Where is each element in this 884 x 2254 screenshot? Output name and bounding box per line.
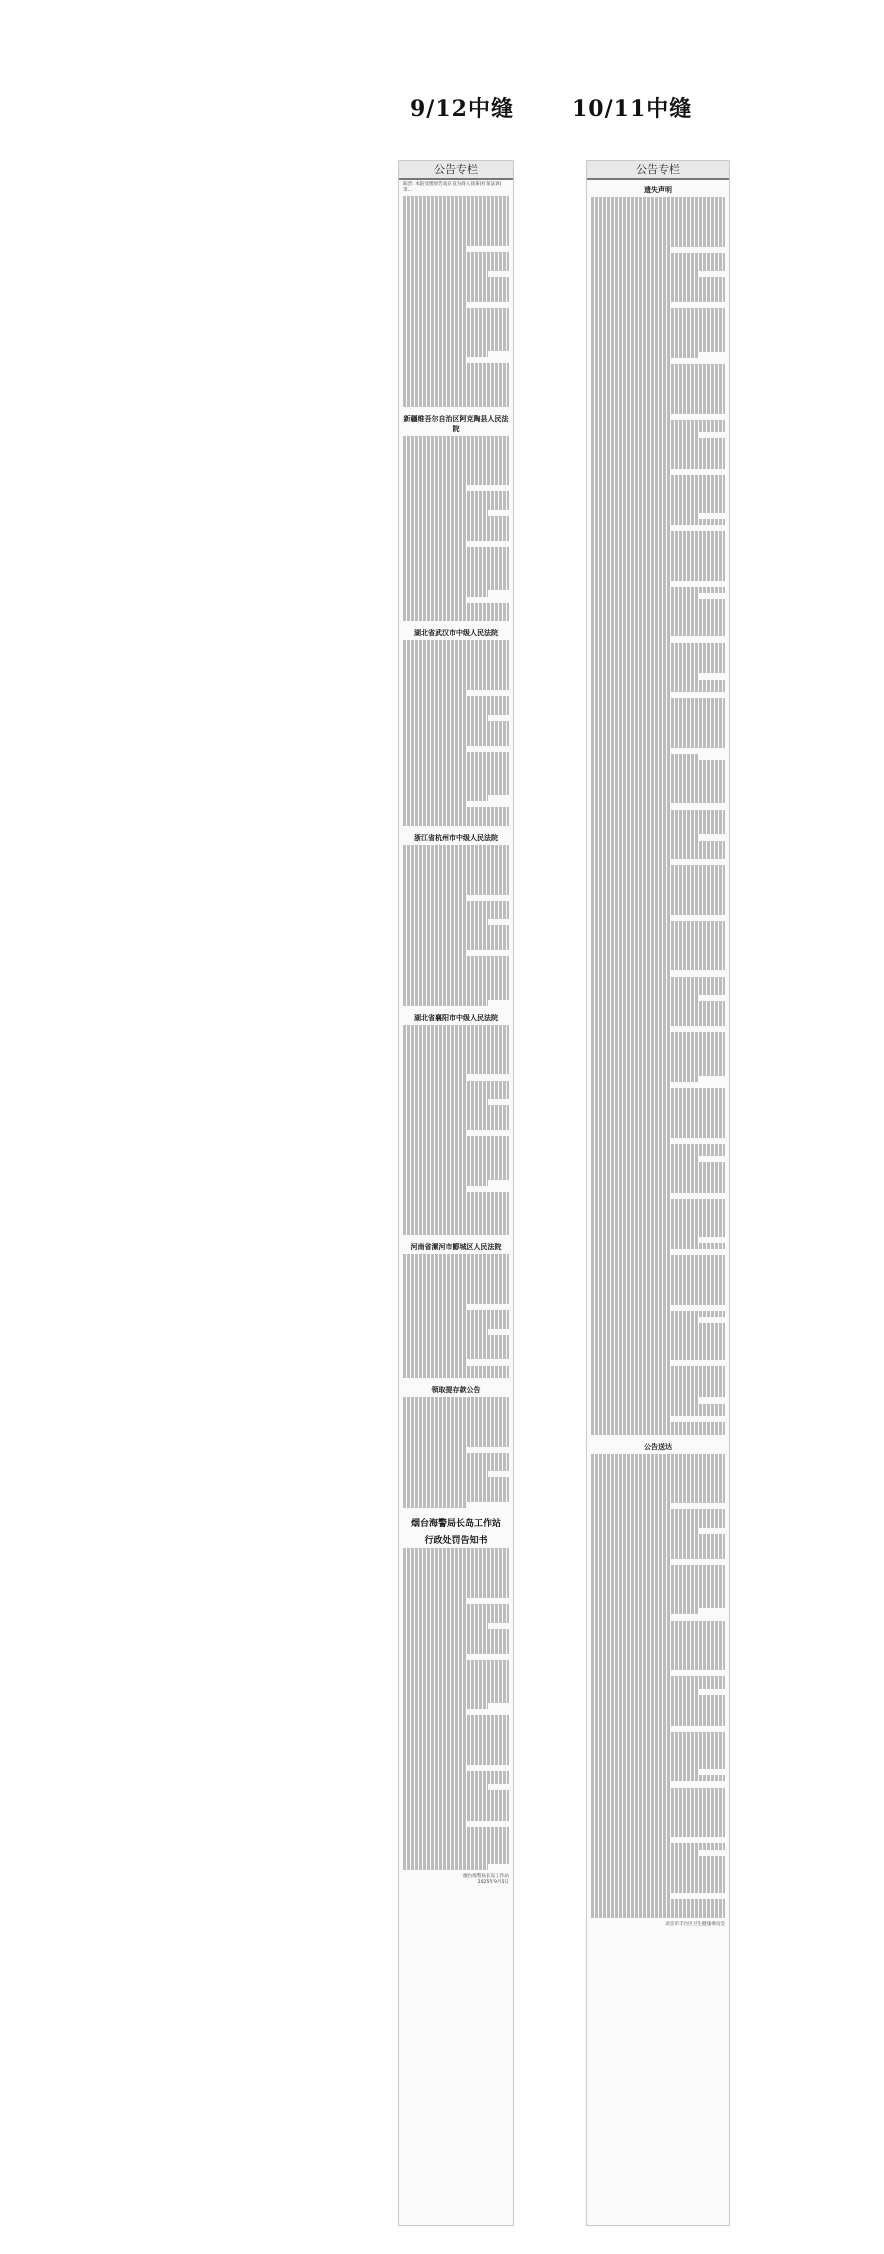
left-text-block [403, 1025, 509, 1239]
court-name-3: 浙江省杭州市中级人民法院 [414, 834, 498, 843]
right-notice-column [586, 160, 730, 2226]
right-column-signature: 北京市丰台区卫生健康委员会 [665, 1921, 725, 1927]
service-notice-title: 公告送达 [644, 1442, 672, 1451]
left-text-block [403, 1548, 509, 1874]
text-line [403, 820, 509, 826]
left-text-block [403, 640, 509, 830]
intro-paragraph: 陆晋: 本院受理原告南京良为商人徐某(杜某法诉)等... [403, 182, 502, 194]
notice-b-title: 烟台海警局长岛工作站 [410, 1519, 501, 1530]
court-name-5: 河南省漯河市郾城区人民法院 [410, 1243, 502, 1252]
lost-statement-title: 遗失声明 [644, 186, 672, 194]
notice-b-subtitle: 行政处罚告知书 [424, 1536, 488, 1547]
left-text-block [403, 436, 509, 626]
right-column-banner: 公告专栏 [587, 161, 729, 180]
left-text-block [403, 845, 509, 1010]
text-line [403, 401, 509, 407]
notice-b-date: 2025年9月5日 [477, 1880, 509, 1886]
left-column-banner: 公告专栏 [399, 161, 513, 180]
left-notice-column [398, 160, 514, 2226]
text-line [591, 1911, 725, 1917]
text-line [591, 1428, 725, 1434]
court-name-4: 湖北省襄阳市中级人民法院 [414, 1013, 498, 1022]
left-text-block [403, 1254, 509, 1382]
text-line [403, 1502, 467, 1508]
right-page-heading: 10/11中缝 [572, 96, 693, 122]
text-line [403, 1000, 488, 1006]
text-line [403, 1229, 509, 1235]
text-line [403, 615, 509, 621]
left-text-block [403, 196, 509, 410]
left-page-heading: 9/12中缝 [410, 96, 514, 122]
court-name-1: 新疆维吾尔自治区阿克陶县人民法院 [403, 414, 509, 433]
left-text-block [403, 1397, 509, 1512]
court-name-2: 湖北省武汉市中级人民法院 [414, 629, 498, 638]
right-text-block [591, 197, 725, 1439]
notice-b-signature: 烟台海警局长岛工作站 [463, 1874, 509, 1880]
notice-a-title: 领取提存款公告 [431, 1386, 481, 1395]
text-line [403, 1864, 488, 1870]
text-line [403, 1372, 509, 1378]
right-text-block [591, 1454, 725, 1922]
